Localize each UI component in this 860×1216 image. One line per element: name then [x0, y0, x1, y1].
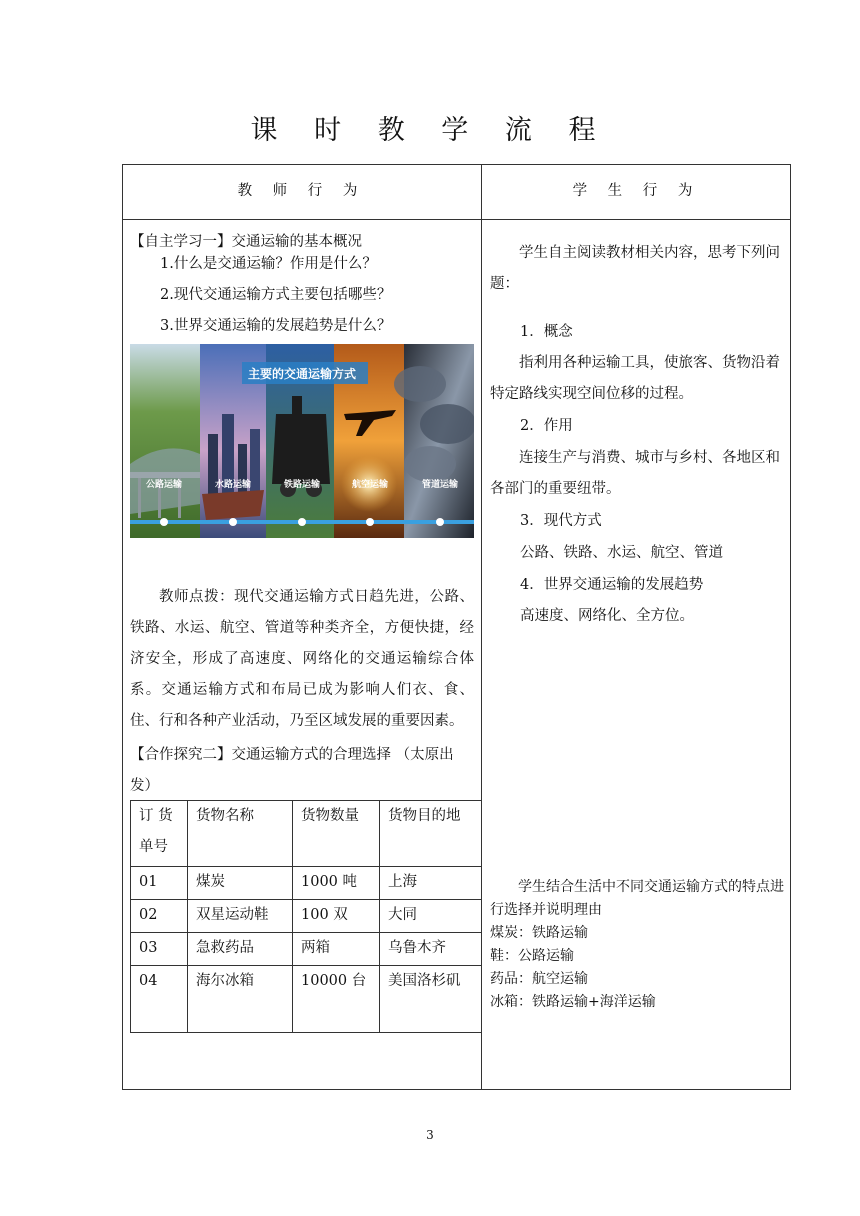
- role-body: 连接生产与消费、城市与乡村、各地区和各部门的重要纽带。: [490, 450, 780, 497]
- question-1: 1.什么是交通运输？作用是什么？: [160, 256, 377, 272]
- answer-medicine: 药品：航空运输: [490, 971, 588, 987]
- cell: 上海: [380, 867, 482, 900]
- table-row: [131, 867, 482, 900]
- teacher-header: 教 师 行 为: [237, 183, 366, 199]
- cell: 02: [131, 900, 188, 933]
- modes-head: 3．现代方式: [520, 513, 602, 529]
- role-head: 2．作用: [520, 418, 573, 434]
- table-row: [131, 900, 482, 933]
- cell: 美国洛杉矶: [380, 966, 482, 1033]
- section2-title: 【合作探究二】交通运输方式的合理选择 （太原出发）: [130, 747, 454, 794]
- answer-fridge: 冰箱：铁路运输+海洋运输: [490, 994, 656, 1010]
- teacher-tip: 教师点拨：现代交通运输方式日趋先进，公路、铁路、水运、航空、管道等种类齐全，方便快捷，经济安全，形成了高速度、网络化的交通运输综合体系。交通运输方式和布局已成为影响人们衣、食、住、行和各种产业活动，乃至区域发展的重要因素。: [130, 589, 474, 729]
- cell: 10000 台: [293, 966, 380, 1033]
- cell: 海尔冰箱: [188, 966, 293, 1033]
- concept-head: 1．概念: [520, 324, 573, 340]
- cell: 煤炭: [188, 867, 293, 900]
- page-title: 课 时 教 学 流 程: [250, 115, 610, 146]
- label-road: 公路运输: [145, 480, 183, 490]
- trend-body: 高速度、网络化、全方位。: [520, 608, 694, 624]
- concept-body: 指利用各种运输工具，使旅客、货物沿着特定路线实现空间位移的过程。: [490, 355, 780, 402]
- cell: 双星运动鞋: [188, 900, 293, 933]
- trend-head: 4．世界交通运输的发展趋势: [520, 577, 704, 593]
- col-goods-name: 货物名称: [188, 801, 293, 867]
- table-row: [131, 933, 482, 966]
- question-2: 2.现代交通运输方式主要包括哪些？: [160, 287, 392, 303]
- label-water: 水路运输: [214, 480, 252, 490]
- col-order-no: 订 货单号: [131, 801, 188, 867]
- label-rail: 铁路运输: [283, 480, 321, 490]
- question-3: 3.世界交通运输的发展趋势是什么？: [160, 318, 392, 334]
- modes-body: 公路、铁路、水运、航空、管道: [520, 545, 723, 561]
- cell: 100 双: [293, 900, 380, 933]
- label-pipe: 管道运输: [421, 480, 459, 490]
- cell: 急救药品: [188, 933, 293, 966]
- answer-shoes: 鞋：公路运输: [490, 948, 574, 964]
- cell: 大同: [380, 900, 482, 933]
- image-banner: 主要的交通运输方式: [247, 367, 357, 381]
- cell: 04: [131, 966, 188, 1033]
- label-air: 航空运输: [351, 480, 389, 490]
- col-quantity: 货物数量: [293, 801, 380, 867]
- col-destination: 货物目的地: [380, 801, 482, 867]
- cell: 1000 吨: [293, 867, 380, 900]
- order-table: [130, 800, 482, 1033]
- cell: 乌鲁木齐: [380, 933, 482, 966]
- cell: 两箱: [293, 933, 380, 966]
- choose-intro: 学生结合生活中不同交通运输方式的特点进行选择并说明理由: [490, 879, 784, 918]
- header-divider: [122, 219, 791, 220]
- section1-title: 【自主学习一】交通运输的基本概况: [130, 234, 362, 250]
- transport-modes-image: [130, 344, 474, 538]
- cell: 03: [131, 933, 188, 966]
- table-row: [131, 966, 482, 1033]
- student-header: 学 生 行 为: [572, 183, 701, 199]
- student-intro: 学生自主阅读教材相关内容，思考下列问题：: [490, 245, 780, 292]
- cell: 01: [131, 867, 188, 900]
- answer-coal: 煤炭：铁路运输: [490, 925, 588, 941]
- page-number: 3: [426, 1128, 434, 1142]
